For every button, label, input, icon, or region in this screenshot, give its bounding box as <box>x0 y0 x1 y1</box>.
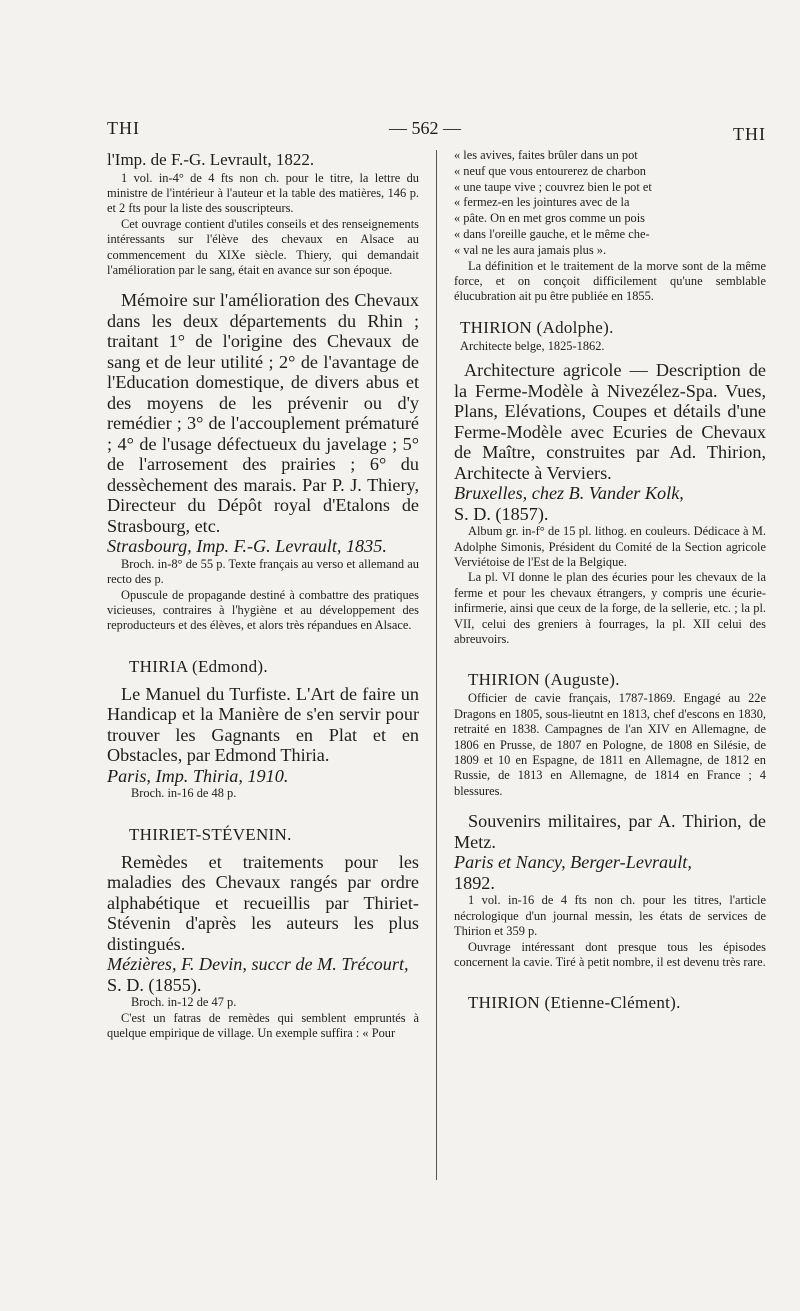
entry6-title: Souvenirs militaires, par A. Thirion, de Metz. <box>454 811 766 852</box>
entry3-imprint: Paris, Imp. Thiria, 1910. <box>107 765 289 786</box>
author-thiriet-stevenin: THIRIET-STÉVENIN. <box>129 824 292 844</box>
left-column <box>107 150 419 1042</box>
entry2-title: Mémoire sur l'amélioration des Chevaux dans les deux départements du Rhin ; traitant 1° de l'origine des Chevaux de sang et de leur utilité ; 2° de l'avantage de l'Education domestique, de divers abus et des moyens de les prévenir ou d'y remédier ; 3° de l'accouplement prématuré ; 4° de l'usage défectueux du javelage ; 5° de l'arrosement des prairies ; 6° du dessèchement des marais. Par P. J. Thiery, Directeur du Dépôt royal d'Etalons de Strasbourg, etc. <box>107 290 419 536</box>
entry1-title-end: l'Imp. de F.-G. Levrault, 1822. <box>107 150 315 169</box>
author-thirion-adolphe-bio: Architecte belge, 1825-1862. <box>460 338 605 353</box>
author-thirion-auguste: THIRION (Auguste). <box>468 670 620 690</box>
quote-line: « pâte. On en met gros comme un pois <box>454 211 645 226</box>
quote-line: « val ne les aura jamais plus ». <box>454 242 607 257</box>
author-thirion-auguste-bio: Officier de cavie français, 1787-1869. Engagé au 22e Dragons en 1805, sous-lieutnt en 1813, chef d'escons en 1830, retraité en 1838. Campagnes de l'an XIV en Allemagne, de 1806 en Prusse, de 1807 en Pologne, de 1808 en Silésie, de 1809 et 10 en Espagne, de 1811 en Allemagne, de 1812 en Russie, de 1813 en Allemagne, de 1814 en France ; 4 blessures. <box>454 691 766 798</box>
entry2-note: Opuscule de propagande destiné à combattre des pratiques vicieuses, contraires à l'hygiène et au développement des reproducteurs et des élèves, et alors très répandues en Alsace. <box>107 587 419 633</box>
running-header <box>107 118 766 148</box>
entry4-imprint: Mézières, F. Devin, succr de M. Trécourt, <box>107 954 409 975</box>
header-left-key: THI <box>107 118 140 138</box>
entry4-title: Remèdes et traitements pour les maladies des Chevaux rangés par ordre alphabétique et recueillis par Thiriet-Stévenin d'après les auteurs les plus distingués. <box>107 851 419 954</box>
header-right-key: THI <box>733 124 766 144</box>
quote-line: « une taupe vive ; couvrez bien le pot et <box>454 179 652 194</box>
entry1-note: Cet ouvrage contient d'utiles conseils et des renseignements intéressants sur l'élève des chevaux en Alsace au commencement du XIXe siècle. Thiery, qui demandait l'amélioration par le sang, était en avance sur son époque. <box>107 216 419 277</box>
entry4-date: S. D. (1855). <box>107 974 202 995</box>
quote-line: « fermez-en les jointures avec de la <box>454 195 630 210</box>
quote-line: « neuf que vous entourerez de charbon <box>454 163 646 178</box>
right-column <box>454 148 766 1014</box>
entry3-title: Le Manuel du Turfiste. L'Art de faire un Handicap et la Manière de s'en servir pour trouver les Gagnants en Plat et en Obstacles, par Edmond Thiria. <box>107 683 419 766</box>
quote-line: « les avives, faites brûler dans un pot <box>454 148 638 162</box>
entry6-date: 1892. <box>454 872 495 893</box>
entry6-note: Ouvrage intéressant dont presque tous les épisodes concernent la cavie. Tiré à petit nombre, il est devenu très rare. <box>454 939 766 969</box>
entry6-description: 1 vol. in-16 de 4 fts non ch. pour les titres, l'article nécrologique d'un journal messin, les états de services de Thirion et 359 p. <box>454 893 766 939</box>
entry5-date: S. D. (1857). <box>454 503 549 524</box>
quote-line: « dans l'oreille gauche, et le même che- <box>454 226 650 241</box>
quote-note: La définition et le traitement de la morve sont de la même force, et on conçoit difficilement qu'une semblable élucubration ait pu être publiée en 1855. <box>454 258 766 304</box>
entry6-imprint: Paris et Nancy, Berger-Levrault, <box>454 852 692 873</box>
entry4-description: Broch. in-12 de 47 p. <box>131 995 237 1010</box>
author-thirion-etienne-clement: THIRION (Etienne-Clément). <box>468 993 681 1013</box>
author-thiria: THIRIA (Edmond). <box>129 656 268 676</box>
entry3-description: Broch. in-16 de 48 p. <box>131 786 237 801</box>
entry4-note: C'est un fatras de remèdes qui semblent empruntés à quelque empirique de village. Un exemple suffira : « Pour <box>107 1010 419 1041</box>
page-number: — 562 — <box>389 118 461 138</box>
entry5-note: La pl. VI donne le plan des écuries pour les chevaux de la ferme et pour les chevaux étrangers, y compris une écurie-infirmerie, ainsi que ceux de la forge, de la sellerie, etc. ; la pl. VII, celui des greniers à fourrages, la pl. XII celui des abreuvoirs. <box>454 570 766 647</box>
column-divider <box>436 150 437 1180</box>
entry5-description: Album gr. in-f° de 15 pl. lithog. en couleurs. Dédicace à M. Adolphe Simonis, Président du Comité de la Section agricole Verviétoise de l'Est de la Belgique. <box>454 524 766 570</box>
entry2-description: Broch. in-8° de 55 p. Texte français au verso et allemand au recto des p. <box>107 556 419 587</box>
entry5-title: Architecture agricole — Description de la Ferme-Modèle à Nivezélez-Spa. Vues, Plans, Elévations, Coupes et détails d'une Ferme-Modèle avec Ecuries de Chevaux de Maître, construites par Ad. Thirion, Architecte à Verviers. <box>454 360 766 483</box>
entry1-description: 1 vol. in-4° de 4 fts non ch. pour le titre, la lettre du ministre de l'intérieur à l'auteur et la table des matières, 146 p. et 2 fts pour la liste des souscripteurs. <box>107 170 419 216</box>
entry2-imprint: Strasbourg, Imp. F.-G. Levrault, 1835. <box>107 536 387 557</box>
entry5-imprint: Bruxelles, chez B. Vander Kolk, <box>454 483 684 504</box>
author-thirion-adolphe: THIRION (Adolphe). <box>460 317 614 337</box>
